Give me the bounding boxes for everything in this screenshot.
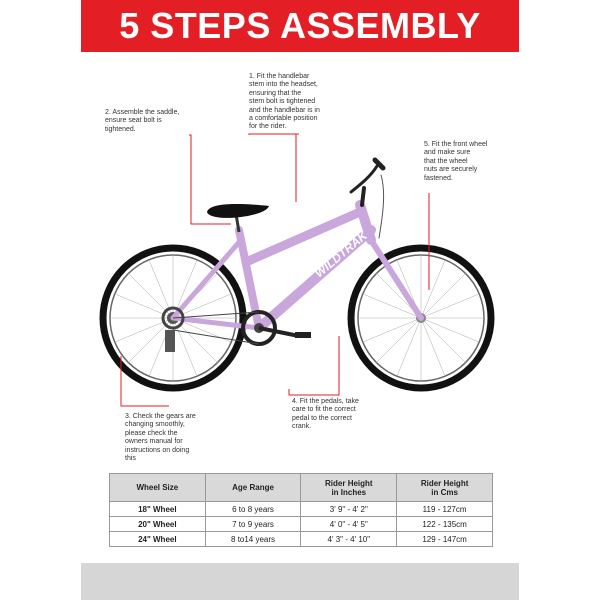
table-cell: 8 to14 years bbox=[205, 532, 301, 547]
step-1-label: 1. Fit the handlebar stem into the headset, ensuring that the stem bolt is tightened and the handlebar is in a comfortable position for the rider. bbox=[249, 73, 320, 131]
table-cell: 6 to 8 years bbox=[205, 502, 301, 517]
table-cell: 3' 9" - 4' 2" bbox=[301, 502, 397, 517]
table-cell: 24" Wheel bbox=[110, 532, 206, 547]
pedal bbox=[295, 332, 311, 338]
table-row bbox=[110, 502, 493, 517]
size-table bbox=[109, 473, 493, 547]
table-header-row bbox=[110, 474, 493, 502]
table-cell: 4' 3" - 4' 10" bbox=[301, 532, 397, 547]
table-cell: 18" Wheel bbox=[110, 502, 206, 517]
table-row bbox=[110, 532, 493, 547]
assembly-sheet bbox=[81, 0, 519, 600]
table-cell: 7 to 9 years bbox=[205, 517, 301, 532]
step-3-label: 3. Check the gears are changing smoothly, please check the owners manual for instructions on doing this bbox=[125, 413, 196, 463]
step-1-text bbox=[249, 73, 359, 132]
page-title: 5 STEPS ASSEMBLY bbox=[119, 5, 481, 46]
brand-logo: WILDTRAK bbox=[311, 228, 370, 281]
step-5-text bbox=[424, 141, 519, 183]
header-age-range: Age Range bbox=[205, 474, 301, 502]
header-height-inches: Rider Height in Inches bbox=[301, 474, 397, 502]
step-2-label: 2. Assemble the saddle, ensure seat bolt is tightened. bbox=[105, 109, 180, 133]
table-row bbox=[110, 517, 493, 532]
table-cell: 129 - 147cm bbox=[397, 532, 493, 547]
table-cell: 4' 0" - 4' 5" bbox=[301, 517, 397, 532]
table-cell: 122 - 135cm bbox=[397, 517, 493, 532]
header-wheel-size: Wheel Size bbox=[110, 474, 206, 502]
step-4-text bbox=[292, 398, 402, 432]
footer-bar bbox=[81, 563, 519, 600]
step-3-text bbox=[125, 413, 235, 463]
header-height-cms: Rider Height in Cms bbox=[397, 474, 493, 502]
rear-derailleur bbox=[165, 330, 175, 352]
step-2-text bbox=[105, 109, 225, 134]
step-4-label: 4. Fit the pedals, take care to fit the correct pedal to the correct crank. bbox=[292, 398, 359, 431]
saddle bbox=[207, 204, 269, 218]
table-cell: 119 - 127cm bbox=[397, 502, 493, 517]
table-cell: 20" Wheel bbox=[110, 517, 206, 532]
step-5-label: 5. Fit the front wheel and make sure that the wheel nuts are securely fastened. bbox=[424, 141, 488, 182]
callout-lines bbox=[121, 134, 429, 406]
